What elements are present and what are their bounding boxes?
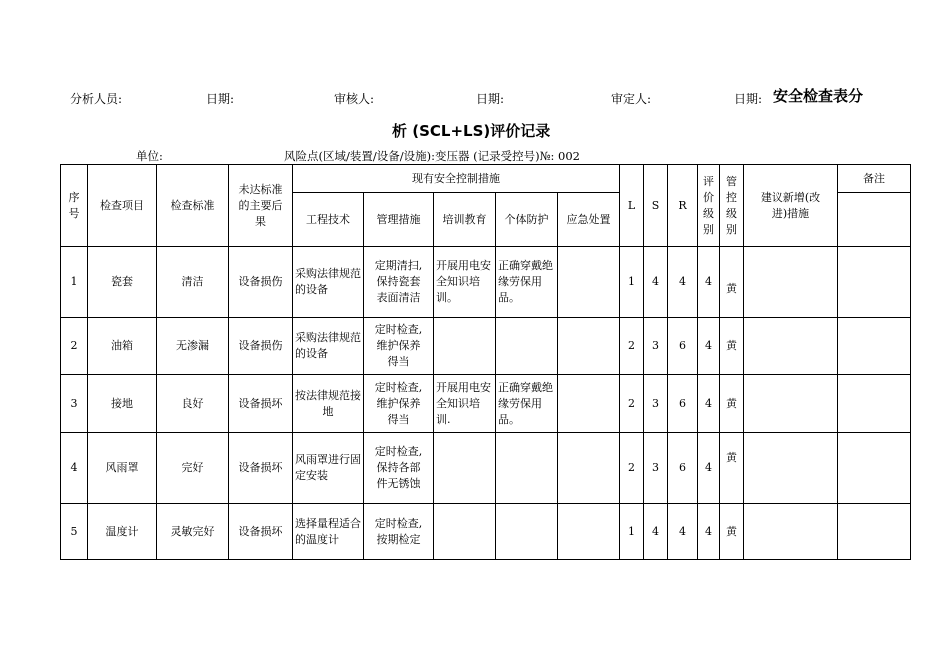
cell-item: 接地: [88, 375, 157, 433]
cell-seq: 3: [61, 375, 88, 433]
header-level: 评价级别: [698, 165, 720, 247]
cell-L: 2: [620, 433, 644, 504]
cell-standard: 良好: [157, 375, 229, 433]
unit-label: 单位:: [136, 149, 163, 163]
header-consequence: 未达标准的主要后果: [229, 165, 293, 247]
cell-remarks: [838, 504, 911, 560]
header-training: 培训教育: [434, 193, 496, 247]
cell-ppe: [496, 318, 558, 375]
cell-remarks: [838, 318, 911, 375]
cell-seq: 1: [61, 247, 88, 318]
cell-R: 4: [668, 504, 698, 560]
date-label-1: 日期:: [206, 92, 235, 106]
cell-engineering: 按法律规范接地: [293, 375, 364, 433]
cell-ppe: [496, 504, 558, 560]
header-engineering: 工程技术: [293, 193, 364, 247]
cell-engineering: 风雨罩进行固定安装: [293, 433, 364, 504]
cell-training: [434, 504, 496, 560]
header-seq: 序号: [61, 165, 88, 247]
cell-management: 定时检查,按期检定: [364, 504, 434, 560]
cell-consequence: 设备损坏: [229, 433, 293, 504]
cell-L: 1: [620, 247, 644, 318]
cell-engineering: 采购法律规范的设备: [293, 247, 364, 318]
cell-management: 定时检查,维护保养得当: [364, 375, 434, 433]
cell-training: [434, 318, 496, 375]
table-row: [61, 247, 911, 318]
cell-L: 2: [620, 375, 644, 433]
cell-training: 开展用电安全知识培训。: [434, 247, 496, 318]
cell-ppe: [496, 433, 558, 504]
header-ppe: 个体防护: [496, 193, 558, 247]
cell-S: 3: [644, 318, 668, 375]
cell-item: 油箱: [88, 318, 157, 375]
cell-standard: 灵敏完好: [157, 504, 229, 560]
cell-training: 开展用电安全知识培训.: [434, 375, 496, 433]
analyst-label: 分析人员:: [70, 92, 123, 106]
cell-seq: 4: [61, 433, 88, 504]
cell-emergency: [558, 504, 620, 560]
cell-engineering: 选择量程适合的温度计: [293, 504, 364, 560]
cell-R: 6: [668, 318, 698, 375]
cell-remarks: [838, 375, 911, 433]
approver-label: 审定人:: [611, 92, 652, 106]
cell-standard: 无渗漏: [157, 318, 229, 375]
cell-control: 黄: [720, 247, 744, 318]
cell-engineering: 采购法律规范的设备: [293, 318, 364, 375]
cell-consequence: 设备损伤: [229, 247, 293, 318]
cell-S: 3: [644, 433, 668, 504]
evaluation-table: [60, 164, 911, 560]
cell-remarks: [838, 433, 911, 504]
cell-R: 6: [668, 433, 698, 504]
reviewer-label: 审核人:: [334, 92, 375, 106]
cell-management: 定时检查,维护保养得当: [364, 318, 434, 375]
cell-item: 温度计: [88, 504, 157, 560]
cell-suggestion: [744, 433, 838, 504]
header-emergency: 应急处置: [558, 193, 620, 247]
cell-L: 1: [620, 504, 644, 560]
date-label-3: 日期:: [734, 92, 763, 106]
header-S: S: [644, 165, 668, 247]
title-part-1: 安全检查表分: [773, 87, 864, 105]
risk-point-line: 风险点(区域/装置/设备/设施):变压器 (记录受控号)№: 002: [284, 149, 580, 163]
cell-emergency: [558, 247, 620, 318]
cell-suggestion: [744, 318, 838, 375]
header-R: R: [668, 165, 698, 247]
cell-level: 4: [698, 504, 720, 560]
header-management: 管理措施: [364, 193, 434, 247]
cell-ppe: 正确穿戴绝缘劳保用品。: [496, 375, 558, 433]
cell-ppe: 正确穿戴绝缘劳保用品。: [496, 247, 558, 318]
cell-item: 瓷套: [88, 247, 157, 318]
cell-emergency: [558, 375, 620, 433]
cell-emergency: [558, 318, 620, 375]
header-item: 检查项目: [88, 165, 157, 247]
cell-management: 定时检查,保持各部件无锈蚀: [364, 433, 434, 504]
cell-management: 定期清扫,保持瓷套表面清洁: [364, 247, 434, 318]
cell-S: 4: [644, 247, 668, 318]
cell-R: 4: [668, 247, 698, 318]
header-L: L: [620, 165, 644, 247]
cell-consequence: 设备损坏: [229, 375, 293, 433]
cell-R: 6: [668, 375, 698, 433]
header-controls-group: 现有安全控制措施: [293, 165, 620, 193]
header-control-level: 管控级别: [720, 165, 744, 247]
cell-L: 2: [620, 318, 644, 375]
cell-standard: 清洁: [157, 247, 229, 318]
header-remarks: 备注: [838, 165, 911, 193]
cell-control: 黄: [720, 504, 744, 560]
date-label-2: 日期:: [476, 92, 505, 106]
cell-level: 4: [698, 318, 720, 375]
cell-emergency: [558, 433, 620, 504]
cell-consequence: 设备损伤: [229, 318, 293, 375]
cell-training: [434, 433, 496, 504]
cell-standard: 完好: [157, 433, 229, 504]
cell-control: 黄: [720, 433, 744, 504]
table-row: [61, 433, 911, 504]
header-remarks-blank: [838, 193, 911, 247]
cell-control: 黄: [720, 375, 744, 433]
cell-S: 3: [644, 375, 668, 433]
cell-suggestion: [744, 375, 838, 433]
cell-seq: 5: [61, 504, 88, 560]
cell-suggestion: [744, 247, 838, 318]
cell-suggestion: [744, 504, 838, 560]
cell-consequence: 设备损坏: [229, 504, 293, 560]
cell-level: 4: [698, 433, 720, 504]
header-standard: 检查标准: [157, 165, 229, 247]
cell-control: 黄: [720, 318, 744, 375]
cell-level: 4: [698, 375, 720, 433]
table-row: [61, 504, 911, 560]
cell-remarks: [838, 247, 911, 318]
header-suggestion: 建议新增(改进)措施: [744, 165, 838, 247]
cell-seq: 2: [61, 318, 88, 375]
cell-item: 风雨罩: [88, 433, 157, 504]
cell-level: 4: [698, 247, 720, 318]
table-row: [61, 375, 911, 433]
table-row: [61, 318, 911, 375]
title-part-2: 析 (SCL+LS)评价记录: [392, 122, 551, 140]
cell-S: 4: [644, 504, 668, 560]
